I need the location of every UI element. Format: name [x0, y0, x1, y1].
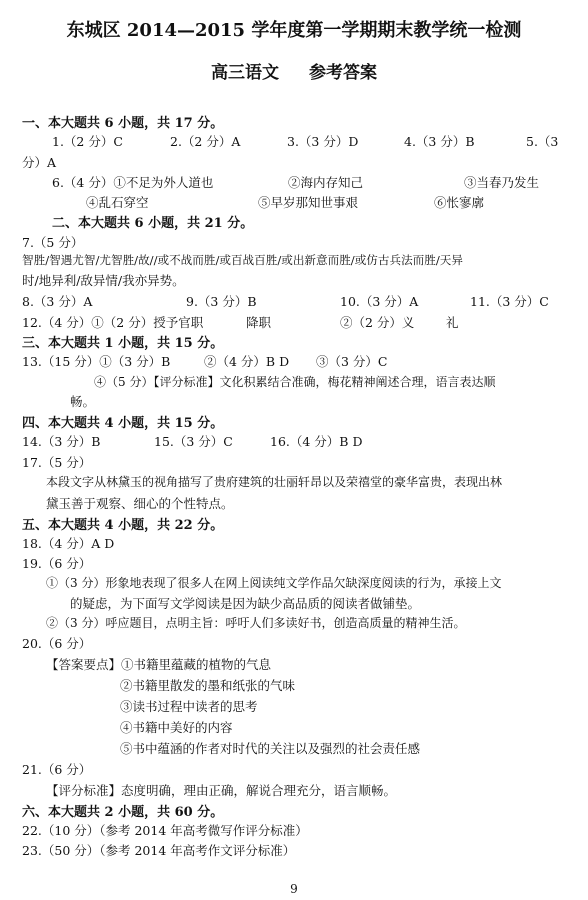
answer-q23: 23.（50 分）（参考 2014 年高考作文评分标准）: [22, 843, 296, 858]
answer-q13-3: ③（3 分）C: [316, 354, 388, 369]
answer-q6-6: ⑥怅寥廓: [434, 195, 485, 210]
answer-q19-head: 19.（6 分）: [22, 556, 92, 571]
answer-q6-5: ⑤早岁那知世事艰: [258, 195, 359, 210]
answer-q6-4: ④乱石穿空: [86, 195, 149, 210]
answer-q6-1: 6.（4 分）①不足为外人道也: [52, 175, 214, 190]
answer-q19-line2: 的疑虑，为下面写文学阅读是因为缺少高品质的阅读者做铺垫。: [70, 596, 421, 611]
answer-q21-head: 21.（6 分）: [22, 762, 92, 777]
answer-q20-point4: ④书籍中美好的内容: [120, 720, 233, 735]
answer-q12-4: 礼: [446, 315, 459, 330]
answer-q12-1: 12.（4 分）①（2 分）授予官职: [22, 315, 204, 330]
document-title: 东城区 2014—2015 学年度第一学期期末教学统一检测: [66, 20, 522, 41]
answer-q17-head: 17.（5 分）: [22, 455, 92, 470]
subtitle-subject: 高三语文: [211, 63, 280, 83]
answer-q17-line2: 黛玉善于观察、细心的个性特点。: [46, 496, 234, 511]
subtitle-answer-key: 参考答案: [308, 63, 377, 83]
answer-q18: 18.（4 分）A D: [22, 536, 115, 551]
page-number: 9: [290, 882, 298, 896]
answer-q20-point5: ⑤书中蕴涵的作者对时代的关注以及强烈的社会责任感: [120, 741, 421, 756]
answer-q20-head: 20.（6 分）: [22, 636, 92, 651]
answer-q6-3: ③当春乃发生: [464, 175, 540, 190]
answer-q12-3: ②（2 分）义: [340, 315, 415, 330]
section-1-heading: 一、本大题共 6 小题，共 17 分。: [22, 116, 224, 131]
section-4-heading: 四、本大题共 4 小题，共 15 分。: [22, 416, 224, 431]
answer-q9: 9.（3 分）B: [186, 294, 257, 309]
answer-q20-point2: ②书籍里散发的墨和纸张的气味: [120, 678, 296, 693]
document-subtitle: [0, 58, 588, 83]
answer-q7-line2: 时/地异利/敌异情/我亦异势。: [22, 273, 185, 288]
answer-q20-point3: ③读书过程中读者的思考: [120, 699, 258, 714]
answer-q22: 22.（10 分）（参考 2014 年高考微写作评分标准）: [22, 823, 308, 838]
answer-q16: 16.（4 分）B D: [270, 434, 363, 449]
answer-q13-4: ④（5 分）【评分标准】文化积累结合准确，梅花精神阐述合理，语言表达顺: [94, 375, 496, 389]
answer-q7-line1: 智胜/智遇尤智/尤智胜/故//或不战而胜/或百战百胜/或出新意而胜/或仿古兵法而胜/天异: [22, 253, 463, 267]
answer-q4: 4.（3 分）B: [404, 134, 475, 149]
answer-q11: 11.（3 分）C: [470, 294, 549, 309]
answer-q2: 2.（2 分）A: [170, 134, 241, 149]
answer-q7-head: 7.（5 分）: [22, 235, 84, 250]
section-5-heading: 五、本大题共 4 小题，共 22 分。: [22, 518, 224, 533]
answer-q13-1: 13.（15 分）①（3 分）B: [22, 354, 171, 369]
answer-q10: 10.（3 分）A: [340, 294, 419, 309]
answer-q3: 3.（3 分）D: [287, 134, 359, 149]
answer-q20-point1: 【答案要点】①书籍里蕴藏的植物的气息: [46, 657, 272, 672]
answer-q1: 1.（2 分）C: [52, 134, 123, 149]
answer-q6-2: ②海内存知己: [288, 175, 364, 190]
section-3-heading: 三、本大题共 1 小题，共 15 分。: [22, 336, 224, 351]
answer-q8: 8.（3 分）A: [22, 294, 93, 309]
answer-q21-line1: 【评分标准】态度明确，理由正确，解说合理充分，语言顺畅。: [46, 783, 397, 798]
answer-q15: 15.（3 分）C: [154, 434, 233, 449]
answer-q17-line1: 本段文字从林黛玉的视角描写了贵府建筑的壮丽轩昂以及荣禧堂的豪华富贵，表现出林: [46, 475, 503, 489]
answer-q13-2: ②（4 分）B D: [204, 354, 290, 369]
section-6-heading: 六、本大题共 2 小题，共 60 分。: [22, 805, 224, 820]
section-2-heading: 二、本大题共 6 小题，共 21 分。: [52, 216, 254, 231]
answer-q19-line1: ①（3 分）形象地表现了很多人在网上阅读纯文学作品欠缺深度阅读的行为，承接上文: [46, 576, 502, 590]
answer-q14: 14.（3 分）B: [22, 434, 101, 449]
answer-q5-part1: 5.（3: [526, 134, 559, 149]
answer-q13-4-cont: 畅。: [70, 394, 96, 409]
answer-q5-part2: 分）A: [22, 155, 57, 170]
answer-q19-line3: ②（3 分）呼应题目，点明主旨：呼吁人们多读好书，创造高质量的精神生活。: [46, 616, 466, 630]
answer-q12-2: 降职: [246, 315, 272, 330]
